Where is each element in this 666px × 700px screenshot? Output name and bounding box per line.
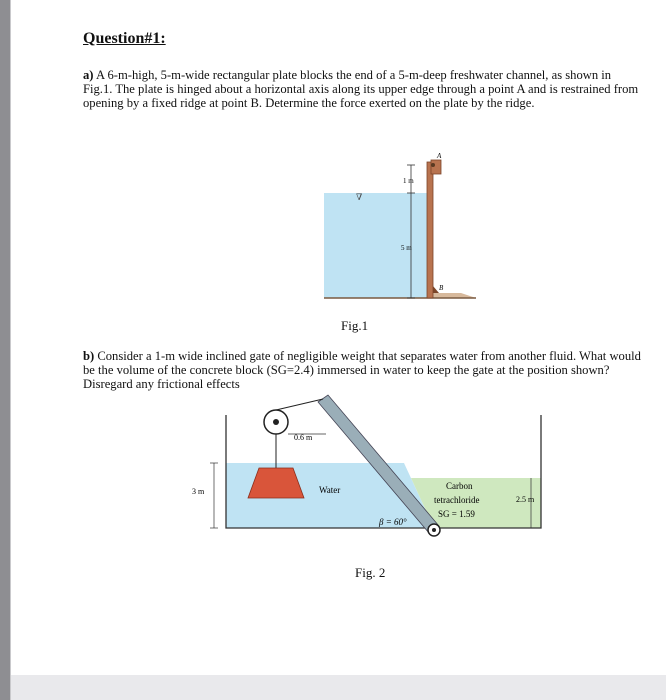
figure-1-caption: Fig.1 bbox=[341, 318, 369, 333]
fig2-pulley-axle bbox=[273, 419, 279, 425]
fig2-label-water: Water bbox=[319, 485, 341, 495]
figure-2 bbox=[186, 400, 561, 550]
viewer-left-edge bbox=[0, 0, 10, 700]
fig2-fluid-line1: Carbon bbox=[446, 481, 473, 491]
fig1-plate bbox=[427, 162, 433, 298]
document-page bbox=[11, 0, 666, 675]
fig1-label-B: B bbox=[439, 284, 444, 292]
part-b-label: b) bbox=[83, 349, 95, 363]
question-title: Question#1: bbox=[83, 30, 166, 47]
viewer-bottom-strip bbox=[11, 675, 666, 700]
fig2-fluid-line3: SG = 1.59 bbox=[438, 509, 475, 519]
part-a-label: a) bbox=[83, 68, 94, 82]
figure-2-caption: Fig. 2 bbox=[355, 565, 386, 580]
part-b-text bbox=[83, 349, 648, 391]
part-a-text bbox=[83, 68, 643, 110]
fig2-label-0p6m: 0.6 m bbox=[294, 433, 313, 442]
figure-1 bbox=[311, 148, 491, 313]
fig2-hinge-pin bbox=[432, 528, 436, 532]
fig1-hinge-A bbox=[431, 163, 435, 167]
fig1-label-5m: 5 m bbox=[401, 244, 412, 252]
fig2-rope-top bbox=[276, 399, 323, 410]
fig2-fluid-line2: tetrachloride bbox=[434, 495, 480, 505]
fig1-label-A: A bbox=[437, 152, 442, 160]
part-b-body: Consider a 1-m wide inclined gate of negligible weight that separates water from another fluid. What would be the volume of the concrete block (SG=2.4) immersed in water to keep the gate at the position shown? Disregard any frictional effects bbox=[83, 349, 641, 391]
fig1-label-1m: 1 m bbox=[403, 177, 414, 185]
fig2-label-3m: 3 m bbox=[192, 487, 205, 496]
fig1-surface-symbol: ∇ bbox=[356, 192, 363, 202]
fig1-hinge-bracket bbox=[431, 160, 441, 174]
fig2-label-2p5m: 2.5 m bbox=[516, 495, 535, 504]
part-a-body: A 6-m-high, 5-m-wide rectangular plate blocks the end of a 5-m-deep freshwater channel, as shown in Fig.1. The plate is hinged about a horizontal axis along its upper edge through a point A and is restrained from opening by a fixed ridge at point B. Determine the force exerted on the plate by the ridge. bbox=[83, 68, 639, 110]
fig2-angle-label: β = 60° bbox=[379, 517, 407, 527]
